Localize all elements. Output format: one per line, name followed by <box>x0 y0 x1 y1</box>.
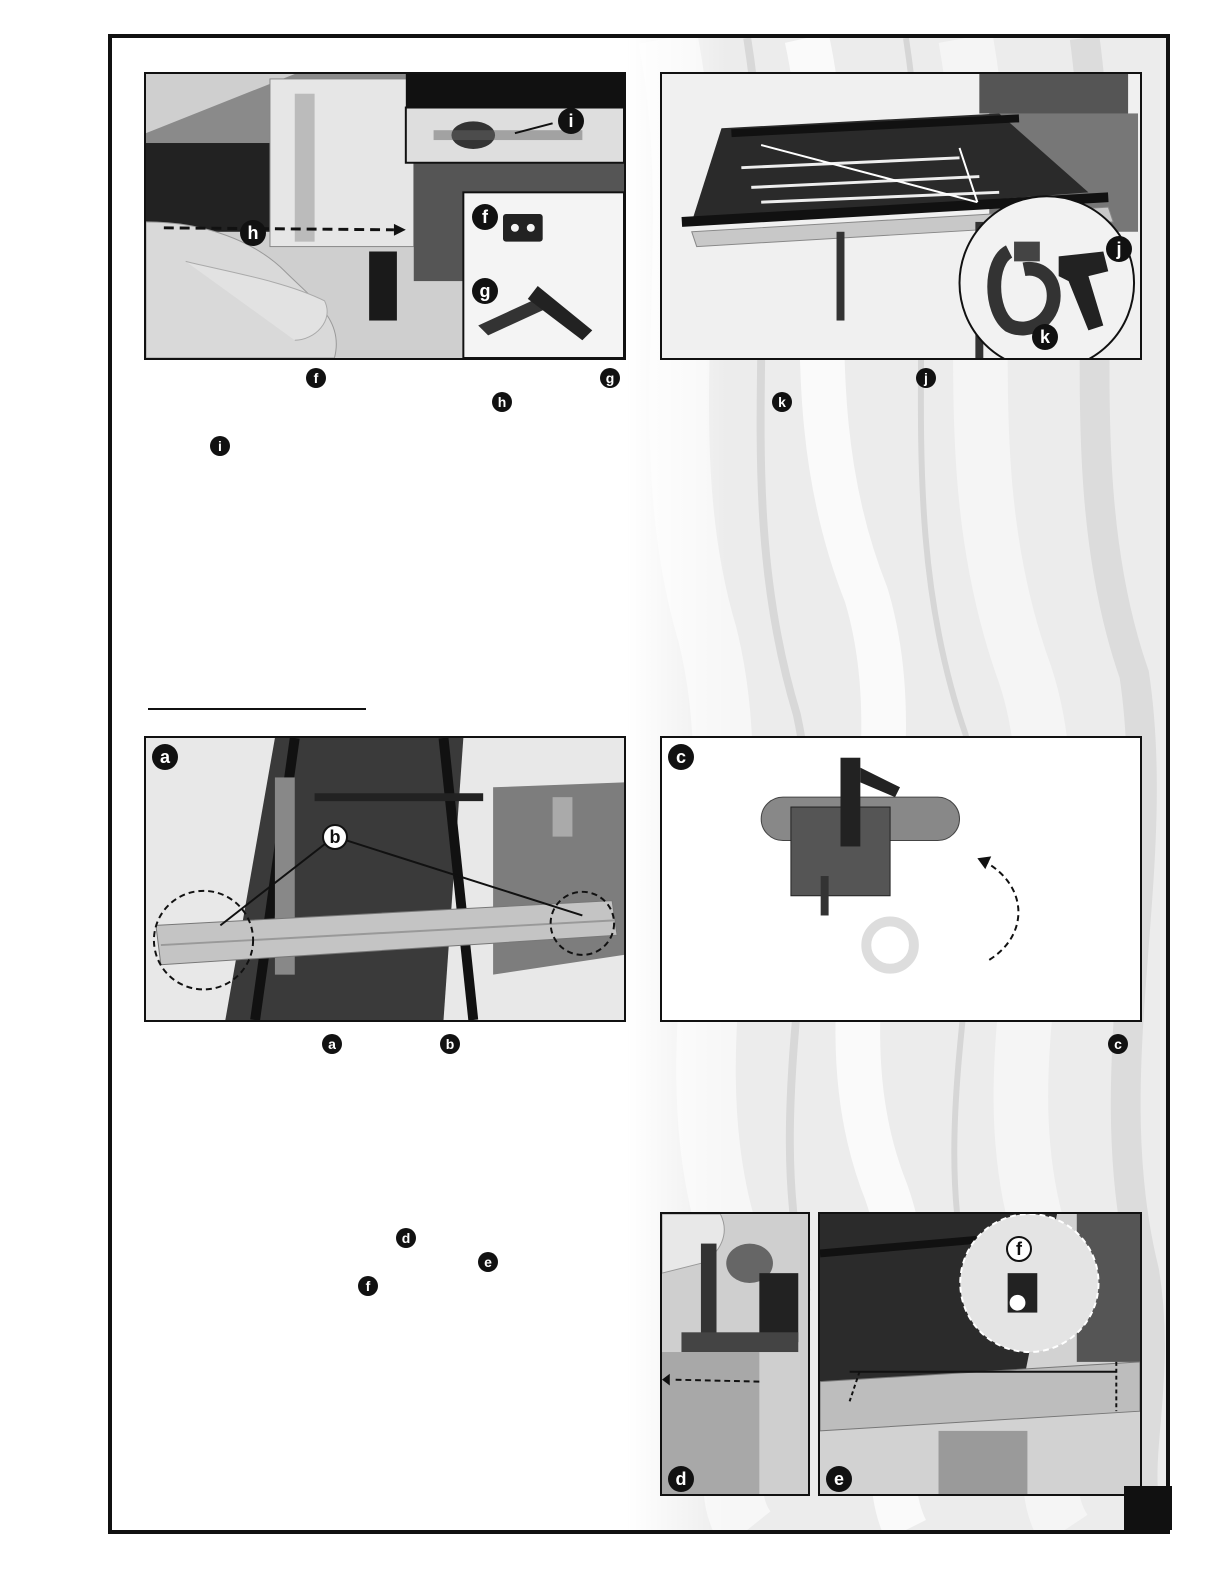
callout-a: a <box>152 744 178 770</box>
callout-e: e <box>826 1466 852 1492</box>
callout-j: j <box>1106 236 1132 262</box>
callout-h: h <box>240 220 266 246</box>
caption-callout-c: c <box>1108 1034 1128 1054</box>
caption-callout-f: f <box>306 368 326 388</box>
caption-callout-e: e <box>478 1252 498 1272</box>
photo-bottom-d <box>660 1212 810 1496</box>
page-frame <box>108 34 1170 1534</box>
photo-middle-right <box>660 736 1142 1022</box>
caption-callout-a: a <box>322 1034 342 1054</box>
section-rule <box>148 708 366 710</box>
caption-callout-h: h <box>492 392 512 412</box>
caption-callout-f2: f <box>358 1276 378 1296</box>
page-number-box <box>1124 1486 1172 1530</box>
callout-i: i <box>558 108 584 134</box>
callout-g: g <box>472 278 498 304</box>
photo-top-left <box>144 72 626 360</box>
caption-callout-j: j <box>916 368 936 388</box>
photo-top-right <box>660 72 1142 360</box>
callout-k: k <box>1032 324 1058 350</box>
caption-callout-k: k <box>772 392 792 412</box>
caption-callout-g: g <box>600 368 620 388</box>
callout-f: f <box>472 204 498 230</box>
callout-f-inset: f <box>1006 1236 1032 1262</box>
photo-bottom-e <box>818 1212 1142 1496</box>
caption-callout-i: i <box>210 436 230 456</box>
caption-callout-d: d <box>396 1228 416 1248</box>
callout-c: c <box>668 744 694 770</box>
photo-middle-left <box>144 736 626 1022</box>
callout-b: b <box>322 824 348 850</box>
caption-callout-b: b <box>440 1034 460 1054</box>
callout-d: d <box>668 1466 694 1492</box>
